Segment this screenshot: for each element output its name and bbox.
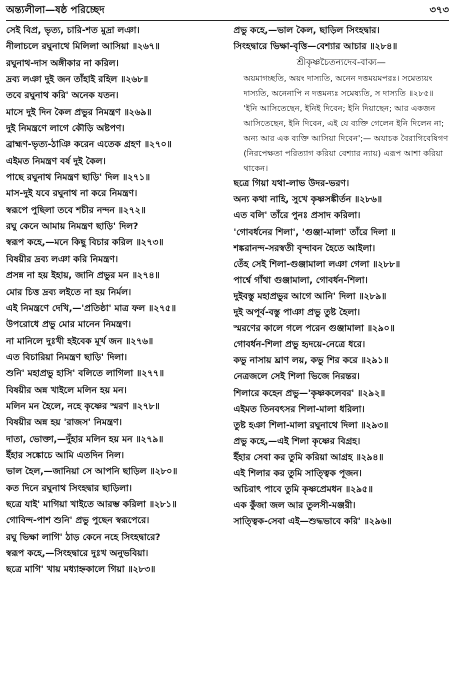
verse-line: মোর চিত্ত দ্রব্য লইতে না হয় নির্মল। [6,287,132,298]
verse-line: উপরোধে প্রভু মোর মানেন নিমন্ত্রণ। [6,320,131,331]
chapter-title: অন্ত্যলীলা—ষষ্ঠ পরিচ্ছেদ [6,5,105,16]
verse-line: পার্শ্বে গাঁথা গুঞ্জামালা, গোবর্ধন-শিলা। [233,275,368,286]
verse-line: ছত্রে গিয়া যথা-লাভ উদর-ভরণ। [233,179,350,190]
verse-line: এক কুঁজা জল আর তুলসী-মঞ্জরী। [233,501,356,512]
verse-line: 'গোবর্ধনের শিলা', 'গুঞ্জা-মালা' তাঁরে দিলা ॥ [233,227,396,238]
verse-line: মাস-দুই যবে রঘুনাথ না করে নিমন্ত্রণ। [6,189,138,200]
verse-line: ছত্রে মাগি' খায় মধ্যাহ্নকালে গিয়া ॥২৮৩॥ [6,565,156,576]
verse-line: সেই বিপ্র, ভৃত্য, চারি-শত মুদ্রা লঞা। [6,26,140,36]
verse-line: রঘু ভিক্ষা লাগি' ঠাড় কেনে নহে সিংহদ্বারে? [6,532,161,543]
verse-line: সিংহদ্বারে ভিক্ষা-বৃত্তি—বেশ্যার আচার ॥২৮৪॥ [233,42,398,53]
verse-line: মলিন মন হৈলে, নহে কৃষ্ণের স্মরণ ॥২৭৮॥ [6,401,160,412]
verse-line: এত বিচারিয়া নিমন্ত্রণ ছাড়ি' দিলা। [6,352,127,363]
left-column [6,23,229,698]
page-header [6,4,449,21]
verse-line: গোবিন্দ-পাশ শুনি' প্রভু পুছেন স্বরূপেরে। [6,516,150,527]
verse-line: বিষয়ীর অন্ন হয় 'রাজস' নিমন্ত্রণ। [6,418,122,429]
verse-line: শুনি' মহাপ্রভু হাসি' বলিতে লাগিলা ॥২৭৭॥ [6,369,164,380]
verse-line: ইঁহার সেবা কর তুমি করিয়া আগ্রহ ॥২৯৪॥ [233,452,384,463]
verse-line: এই নিমন্ত্রণে দেখি,—'প্রতিষ্ঠা' মাত্র ফল ॥২৭৫॥ [6,303,176,314]
verse-line: পাছে রঘুনাথ নিমন্ত্রণ ছাড়ি' দিল ॥২৭১॥ [6,173,150,184]
verse-line: তুষ্ট হঞা শিলা-মালা রঘুনাথে দিলা ॥২৯৩॥ [233,420,389,431]
verse-line: কত দিনে রঘুনাথ সিংহদ্বার ছাড়িলা। [6,483,132,494]
verse-line: রঘু কেনে আমায় নিমন্ত্রণ ছাড়ি' দিল? [6,222,139,233]
verse-line: এইমত নিমন্ত্রণ বর্ষ দুই কৈল। [6,156,106,167]
verse-line: এই শিলার কর তুমি সাত্ত্বিক পূজন। [233,468,362,479]
verse-line: তবে রঘুনাথ করি' অনেক যতন। [6,91,119,102]
verse-line: সাত্ত্বিক-সেবা এই—শুদ্ধভাবে করি' ॥২৯৬॥ [233,517,392,528]
verse-line: নীলাচলে রঘুনাথে মিলিলা আসিয়া ॥২৬৭॥ [6,42,160,53]
page-number: ৩৭৩ [429,5,449,16]
verse-line: রঘুনাথ-দাস অঙ্গীকার না করিল। [6,58,119,69]
verse-line: তেঁহ সেই শিলা-গুঞ্জামালা লঞা গেলা ॥২৮৮॥ [233,259,401,270]
verse-line: ভাল হৈল,—জানিয়া সে আপনি ছাড়িল ॥২৮০॥ [6,467,178,478]
verse-line: স্বরূপে পুছিলা তবে শচীর নন্দন ॥২৭২॥ [6,205,146,216]
text-columns [6,23,449,698]
verse-line: না মানিলে দুঃখী হইবেক মূর্খ জন ॥২৭৬॥ [6,336,154,347]
verse-line: মাসে দুই দিন কৈল প্রভুর নিমন্ত্রণ ॥২৬৯॥ [6,107,152,118]
commentary-text: 'ইনি আসিতেছেন, ইনিই দিবেন; ইনি দিয়াছেন; আর একজন আসিতেছেন, ইনি দিবেন, এই যে ব্যক্তি গেলেন ইনি দিলেন না; অন্য আর এক ব্যক্তি আসিয়া দিবেন';— অযাচক বৈরাগিবেষিগণ (নিরপেক্ষতা পরিত্যাগ করিয়া বেশ্যার ন্যায়) এরূপ আশা করিয়া থাকেন। [243,103,449,174]
verse-line: এইমত তিনবৎসর শিলা-মালা ধরিলা। [233,404,365,415]
verse-line: গোবর্ধন-শিলা প্রভু হৃদয়ে-নেত্রে ধরে। [233,340,366,351]
verse-line: ব্রাহ্মণ-ভৃত্য-ঠাঞি করেন এতেক গ্রহণ ॥২৭০॥ [6,140,172,151]
verse-line: শঙ্করানন্দ-সরস্বতী বৃন্দাবন হৈতে আইলা। [233,243,376,254]
right-column [229,23,449,698]
speaker-heading: শ্রীকৃষ্ণচৈতন্যদেব-বাক্য— [296,58,386,69]
verse-line: শিলারে কহেন প্রভু—'কৃষ্ণকলেবর' ॥২৯২॥ [233,388,386,399]
verse-line: প্রভু কহে,—এই শিলা কৃষ্ণের বিগ্রহ। [233,436,361,447]
verse-line: স্বরূপ কহে,—সিংহদ্বারে দুঃখ অনুভবিয়া। [6,549,149,559]
verse-line: বিষয়ীর দ্রব্য লঞা করি নিমন্ত্রণ। [6,254,119,265]
verse-line: এত বলি' তাঁরে পুনঃ প্রসাদ করিলা। [233,211,361,222]
verse-line: স্মরণের কালে গলে পরেন গুঞ্জামালা ॥২৯০॥ [233,324,395,335]
verse-line: স্বরূপ কহে,—মনে কিছু বিচার করিল ॥২৭৩॥ [6,238,164,249]
verse-line: প্রসন্ন না হয় ইহায়, জানি প্রভুর মন ॥২৭৪॥ [6,271,160,282]
verse-line: নেত্রজলে সেই শিলা ভিজে নিরন্তর। [233,372,360,383]
verse-line: ছত্রে যাই' মাগিয়া খাইতে আরম্ভ করিলা ॥২৮১॥ [6,499,177,510]
verse-line: দ্রব্য লঞা দুই জন তাঁহাই রহিল ॥২৬৮॥ [6,75,149,86]
verse-line: কভু নাসায় ঘ্রাণ লয়, কভু শির করে ॥২৯১॥ [233,356,389,367]
verse-line: দুই অপূর্ব-বস্তু পাঞা প্রভু তুষ্ট হৈলা। [233,308,360,319]
verse-line: দুই নিমন্ত্রণে লাগে কৌড়ি অষ্টপণ। [6,124,125,135]
verse-line: বিষয়ীর অন্ন খাইলে মলিন হয় মন। [6,385,127,396]
verse-line: প্রভু কহে,—ভাল কৈল, ছাড়িল সিংহদ্বার। [233,26,380,36]
verse-line: ইঁহার সঙ্কোচে আমি এতদিন নিল। [6,450,124,461]
verse-line: দাতা, ভোক্তা,—দুঁহার মলিন হয় মন ॥২৭৯॥ [6,434,164,445]
verse-line: অচিরাৎ পাবে তুমি কৃষ্ণপ্রেমধন ॥২৯৫॥ [233,485,373,496]
verse-line: অন্য কথা নাহি, সুখে কৃষ্ণসঙ্কীর্তন ॥২৮৬॥ [233,195,382,206]
commentary-text: অয়মাগচ্ছতি, অয়ং দাস্যতি, অনেন দত্তময়মপরঃ। সমেত্যয়ং দাস্যতি, অনেনাপি ন দত্তমন্যঃ সমেষ্যতি, স দাস্যতি ॥২৮৫॥ [243,73,434,99]
verse-line: দুইবস্তু মহাপ্রভুর আগে আনি' দিলা ॥২৮৯॥ [233,291,387,302]
